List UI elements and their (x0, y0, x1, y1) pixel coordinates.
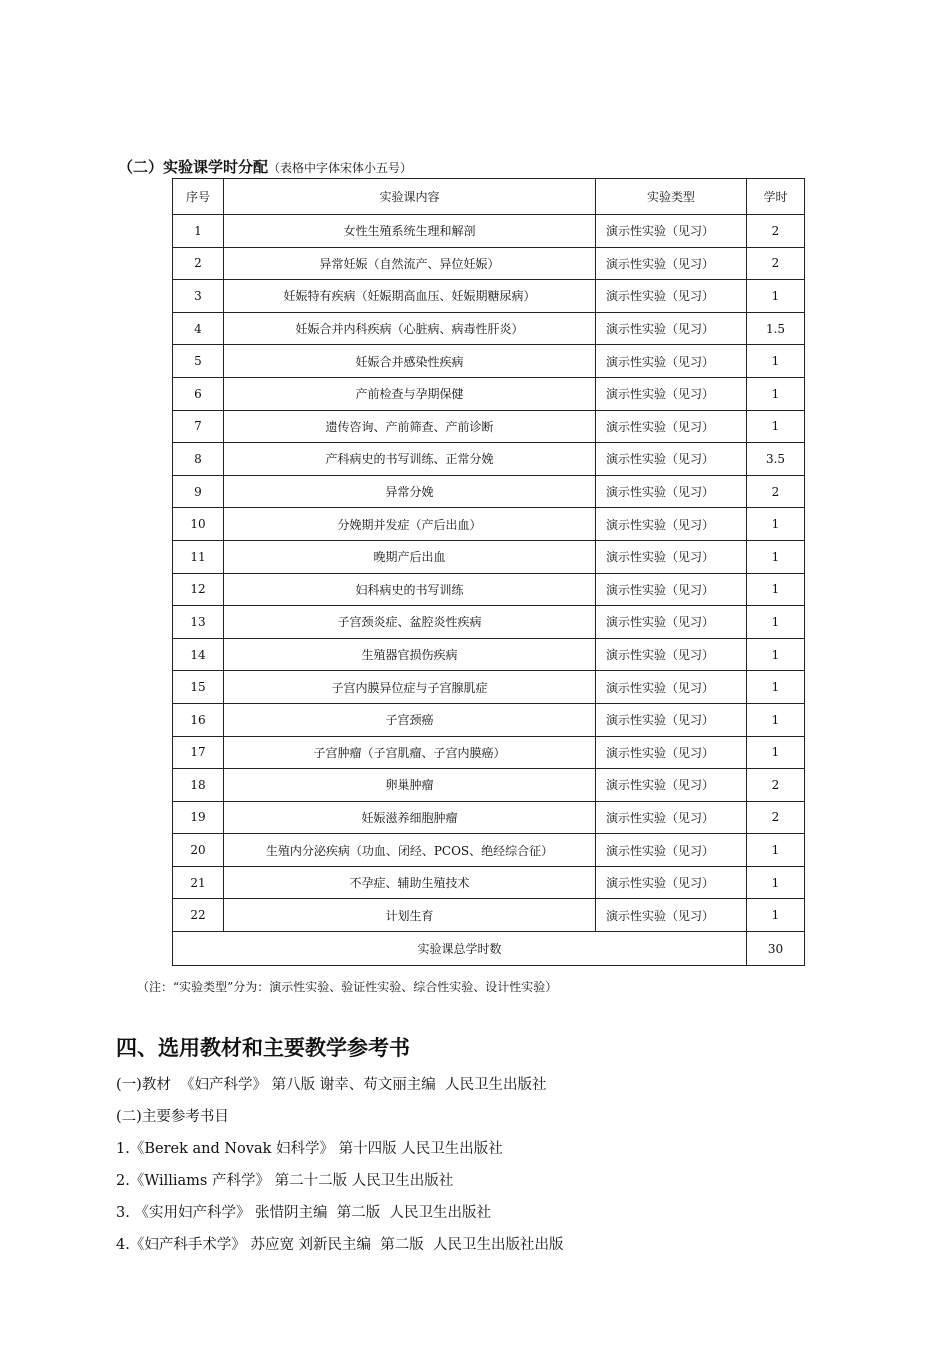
section-title-hint: （表格中字体宋体小五号） (268, 161, 413, 175)
row-content: 不孕症、辅助生殖技术 (224, 866, 596, 899)
row-hours: 1 (747, 508, 805, 541)
row-number: 12 (173, 573, 224, 606)
row-hours: 1.5 (747, 312, 805, 345)
total-label: 实验课总学时数 (173, 932, 747, 966)
row-hours: 1 (747, 834, 805, 867)
row-type: 演示性实验（见习） (596, 638, 747, 671)
row-content: 异常妊娠（自然流产、异位妊娠） (224, 247, 596, 280)
row-type: 演示性实验（见习） (596, 736, 747, 769)
row-type: 演示性实验（见习） (596, 540, 747, 573)
table-row (173, 573, 805, 606)
table-row (173, 540, 805, 573)
table-header-row (173, 179, 805, 215)
row-number: 21 (173, 866, 224, 899)
row-number: 19 (173, 801, 224, 834)
row-type: 演示性实验（见习） (596, 410, 747, 443)
table-row (173, 247, 805, 280)
row-content: 分娩期并发症（产后出血） (224, 508, 596, 541)
row-number: 6 (173, 377, 224, 410)
table-note: （注：“实验类型”分为：演示性实验、验证性实验、综合性实验、设计性实验） (137, 980, 558, 994)
table-row (173, 377, 805, 410)
row-content: 妊娠滋养细胞肿瘤 (224, 801, 596, 834)
row-hours: 1 (747, 703, 805, 736)
textbook-line: (一)教材 《妇产科学》 第八版 谢幸、苟文丽主编 人民卫生出版社 (116, 1077, 547, 1093)
section-title-text: （二）实验课学时分配 (118, 158, 269, 176)
table-row (173, 736, 805, 769)
table-row (173, 801, 805, 834)
row-hours: 1 (747, 280, 805, 313)
row-hours: 1 (747, 573, 805, 606)
row-type: 演示性实验（见习） (596, 280, 747, 313)
row-hours: 1 (747, 899, 805, 932)
row-content: 子宫内膜异位症与子宫腺肌症 (224, 671, 596, 704)
row-hours: 1 (747, 671, 805, 704)
row-number: 8 (173, 443, 224, 476)
row-number: 17 (173, 736, 224, 769)
table-body (173, 215, 805, 932)
row-number: 22 (173, 899, 224, 932)
reference-item: 4.《妇产科手术学》 苏应宽 刘新民主编 第二版 人民卫生出版社出版 (116, 1237, 564, 1253)
total-row (173, 932, 805, 966)
row-number: 18 (173, 769, 224, 802)
table-row (173, 280, 805, 313)
row-type: 演示性实验（见习） (596, 573, 747, 606)
lab-hours-table (172, 178, 805, 966)
row-hours: 1 (747, 736, 805, 769)
row-content: 子宫颈癌 (224, 703, 596, 736)
row-hours: 3.5 (747, 443, 805, 476)
row-content: 子宫肿瘤（子宫肌瘤、子宫内膜癌） (224, 736, 596, 769)
table-row (173, 834, 805, 867)
row-hours: 1 (747, 377, 805, 410)
row-hours: 2 (747, 475, 805, 508)
header-cell: 学时 (747, 179, 805, 215)
row-number: 11 (173, 540, 224, 573)
row-content: 产科病史的书写训练、正常分娩 (224, 443, 596, 476)
row-type: 演示性实验（见习） (596, 377, 747, 410)
row-number: 9 (173, 475, 224, 508)
header-cell: 实验课内容 (224, 179, 596, 215)
reference-item: 3. 《实用妇产科学》 张惜阴主编 第二版 人民卫生出版社 (116, 1205, 491, 1221)
row-content: 妊娠合并感染性疾病 (224, 345, 596, 378)
row-content: 遗传咨询、产前筛查、产前诊断 (224, 410, 596, 443)
row-number: 5 (173, 345, 224, 378)
row-type: 演示性实验（见习） (596, 703, 747, 736)
row-number: 16 (173, 703, 224, 736)
row-type: 演示性实验（见习） (596, 769, 747, 802)
table-row (173, 443, 805, 476)
row-type: 演示性实验（见习） (596, 443, 747, 476)
row-hours: 2 (747, 801, 805, 834)
row-content: 异常分娩 (224, 475, 596, 508)
row-content: 产前检查与孕期保健 (224, 377, 596, 410)
row-hours: 1 (747, 638, 805, 671)
row-type: 演示性实验（见习） (596, 312, 747, 345)
row-type: 演示性实验（见习） (596, 801, 747, 834)
table-row (173, 475, 805, 508)
row-type: 演示性实验（见习） (596, 606, 747, 639)
row-content: 妊娠合并内科疾病（心脏病、病毒性肝炎） (224, 312, 596, 345)
table-row (173, 769, 805, 802)
row-type: 演示性实验（见习） (596, 671, 747, 704)
table-row (173, 703, 805, 736)
row-type: 演示性实验（见习） (596, 215, 747, 248)
table-row (173, 638, 805, 671)
row-hours: 1 (747, 540, 805, 573)
row-hours: 2 (747, 247, 805, 280)
row-number: 10 (173, 508, 224, 541)
row-number: 13 (173, 606, 224, 639)
row-type: 演示性实验（见习） (596, 508, 747, 541)
row-hours: 1 (747, 410, 805, 443)
row-content: 女性生殖系统生理和解剖 (224, 215, 596, 248)
row-content: 卵巢肿瘤 (224, 769, 596, 802)
table-row (173, 215, 805, 248)
header-cell: 序号 (173, 179, 224, 215)
row-hours: 1 (747, 606, 805, 639)
table-row (173, 606, 805, 639)
row-type: 演示性实验（见习） (596, 475, 747, 508)
table-row (173, 866, 805, 899)
row-hours: 1 (747, 345, 805, 378)
row-type: 演示性实验（见习） (596, 899, 747, 932)
table-row (173, 410, 805, 443)
row-number: 1 (173, 215, 224, 248)
row-type: 演示性实验（见习） (596, 345, 747, 378)
row-content: 生殖器官损伤疾病 (224, 638, 596, 671)
row-number: 20 (173, 834, 224, 867)
header-cell: 实验类型 (596, 179, 747, 215)
references-heading: (二)主要参考书目 (116, 1109, 229, 1125)
table-row (173, 345, 805, 378)
row-content: 晚期产后出血 (224, 540, 596, 573)
row-number: 7 (173, 410, 224, 443)
row-number: 4 (173, 312, 224, 345)
row-content: 妊娠特有疾病（妊娠期高血压、妊娠期糖尿病） (224, 280, 596, 313)
row-number: 2 (173, 247, 224, 280)
row-content: 妇科病史的书写训练 (224, 573, 596, 606)
table-row (173, 312, 805, 345)
row-content: 子宫颈炎症、盆腔炎性疾病 (224, 606, 596, 639)
section-title (118, 156, 412, 177)
row-hours: 2 (747, 769, 805, 802)
table-row (173, 508, 805, 541)
total-value: 30 (747, 932, 805, 966)
row-content: 生殖内分泌疾病（功血、闭经、PCOS、绝经综合征） (224, 834, 596, 867)
row-number: 15 (173, 671, 224, 704)
table-row (173, 671, 805, 704)
row-content: 计划生育 (224, 899, 596, 932)
row-type: 演示性实验（见习） (596, 247, 747, 280)
row-type: 演示性实验（见习） (596, 866, 747, 899)
reference-item: 2.《Williams 产科学》 第二十二版 人民卫生出版社 (116, 1173, 454, 1189)
row-number: 14 (173, 638, 224, 671)
section4-heading: 四、选用教材和主要教学参考书 (116, 1036, 410, 1060)
row-hours: 1 (747, 866, 805, 899)
row-number: 3 (173, 280, 224, 313)
row-type: 演示性实验（见习） (596, 834, 747, 867)
row-hours: 2 (747, 215, 805, 248)
table-row (173, 899, 805, 932)
reference-item: 1.《Berek and Novak 妇科学》 第十四版 人民卫生出版社 (116, 1141, 503, 1157)
